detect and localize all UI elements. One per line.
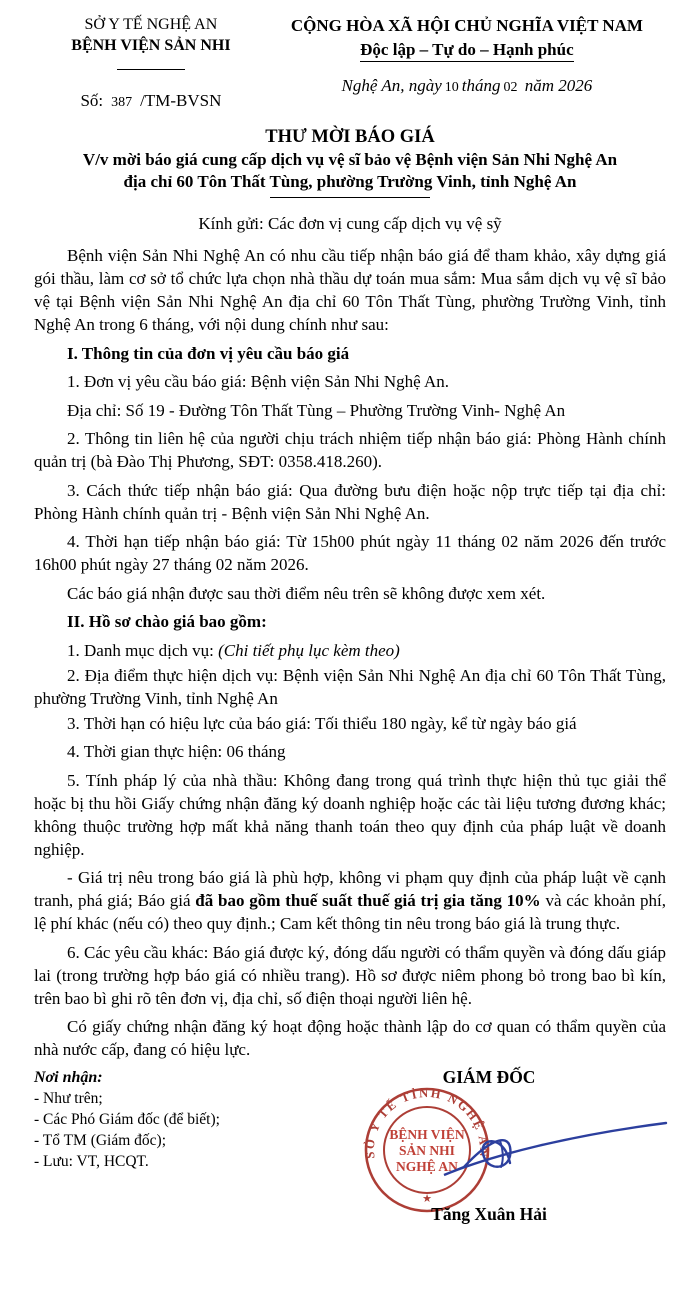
document-title: THƯ MỜI BÁO GIÁ [265,127,435,147]
price-clause-post: và các khoản phí, lệ phí khác (nếu có) theo quy định.; Cam kết thông tin nêu trong báo giá là trung thực. [34,891,667,933]
title-block [34,127,666,198]
recipient-item: - Các Phó Giám đốc (để biết); [34,1111,220,1128]
section2-item-1 [34,639,666,662]
section2-final-clause: Có giấy chứng nhận đăng ký hoạt động hoặc thành lập do cơ quan có thẩm quyền của nhà nước cấp, đang có hiệu lực. [34,1017,666,1059]
signature-scribble-icon [404,1103,670,1195]
section1-item-2: 2. Thông tin liên hệ của người chịu trách nhiệm tiếp nhận báo giá: Phòng Hành chính quản trị (bà Đào Thị Phương, SĐT: 0358.418.260). [34,429,666,471]
price-clause-vat: đã bao gồm thuế suất thuế giá trị gia tăng 10% [195,891,541,910]
section2-item-6: 6. Các yêu cầu khác: Báo giá được ký, đóng dấu người có thẩm quyền và đóng dấu giáp lai (trong trường hợp báo giá có nhiều trang). Hồ sơ được niêm phong bỏ trong bao bì kín, trên bao bì ghi rõ tên đơn vị, địa chỉ, số điện thoại người liên hệ. [34,942,666,1008]
section2-item-4: 4. Thời gian thực hiện: 06 tháng [67,742,286,761]
section2-price-clause [34,866,666,935]
section1-note: Các báo giá nhận được sau thời điểm nêu trên sẽ không được xem xét. [67,583,546,603]
section1-item-1: 1. Đơn vị yêu cầu báo giá: Bệnh viện Sản Nhi Nghệ An. [67,372,449,391]
recipients-label: Nơi nhận: [34,1069,103,1086]
date-seg1: Nghệ An, ngày [341,76,442,95]
price-clause-pre: - Giá trị nêu trong báo giá là phù hợp, không vi phạm quy định của pháp luật về cạnh tranh, phá giá; Báo giá [34,868,666,910]
date-month: 02 [503,80,518,95]
section2-item-2: 2. Địa điểm thực hiện dịch vụ: Bệnh viện Sản Nhi Nghệ An địa chỉ 60 Tôn Thất Tùng, phường Trường Vinh, tỉnh Nghệ An [34,665,666,708]
recipient-item: - Lưu: VT, HCQT. [34,1153,149,1170]
seal-center-line2: SẢN NHI [399,1143,456,1158]
seal-ring-text: SỞ Y TẾ TỈNH NGHỆ AN [362,1085,492,1160]
section2-item-5: 5. Tính pháp lý của nhà thầu: Không đang trong quá trình thực hiện thủ tục giải thể hoặc bị thu hồi Giấy chứng nhận đăng ký doanh nghiệp hoặc các tài liệu tương đương khác; không thuộc trường hợp mất khả năng thanh toán theo quy định của pháp luật về doanh nghiệp. [34,770,666,859]
recipient-item: - Như trên; [34,1090,103,1107]
section1-item-address: Địa chỉ: Số 19 - Đường Tôn Thất Tùng – Phường Trường Vinh- Nghệ An [67,400,566,420]
section1-heading: I. Thông tin của đơn vị yêu cầu báo giá [67,343,350,363]
document-subtitle-line1: V/v mời báo giá cung cấp dịch vụ vệ sĩ bảo vệ Bệnh viện Sản Nhi Nghệ An [82,150,618,169]
salutation: Kính gửi: Các đơn vị cung cấp dịch vụ vệ sỹ [198,214,502,233]
org-name: BỆNH VIỆN SẢN NHI [71,37,231,54]
section1-item-3: 3. Cách thức tiếp nhận báo giá: Qua đường bưu điện hoặc nộp trực tiếp tại địa chỉ: Phòng Hành chính quản trị - Bệnh viện Sản Nhi Nghệ An. [34,480,666,523]
seal-center-line3: NGHỆ AN [396,1159,459,1174]
seal-center-line1: BỆNH VIỆN [389,1127,465,1142]
recipient-item: - Tổ TM (Giám đốc); [34,1132,167,1149]
issuing-org-block [34,16,268,111]
section1-item-4: 4. Thời hạn tiếp nhận báo giá: Từ 15h00 phút ngày 11 tháng 02 năm 2026 đến trước 16h00 phút ngày 27 tháng 02 năm 2026. [34,532,666,574]
section2-item-1-text: 1. Danh mục dịch vụ: [67,640,219,660]
doc-no-suffix: /TM-BVSN [140,91,222,110]
signer-name: Tăng Xuân Hải [431,1204,547,1224]
document-body [34,244,666,1061]
org-name-rule [117,68,185,70]
section2-item-1-note: (Chi tiết phụ lục kèm theo) [218,640,400,660]
parent-org-name: SỞ Y TẾ NGHỆ AN [84,16,218,33]
national-motto-block [268,16,666,111]
doc-no-prefix: Số: [80,91,104,110]
document-number-line [34,91,268,111]
recipients-block [34,1067,312,1225]
date-day: 10 [444,80,459,95]
date-line [268,76,666,96]
seal-star-icon: ★ [422,1193,433,1205]
national-motto: Độc lập – Tự do – Hạnh phúc [360,40,573,62]
signature-block [312,1067,666,1225]
section2-heading: II. Hồ sơ chào giá bao gồm: [67,612,267,631]
intro-paragraph: Bệnh viện Sản Nhi Nghệ An có nhu cầu tiếp nhận báo giá để tham khảo, xây dựng giá gói thầu, làm cơ sở tổ chức lựa chọn nhà thầu dự toán mua sắm: Mua sắm dịch vụ vệ sĩ bảo vệ tại Bệnh viện Sản Nhi Nghệ An địa chỉ 60 Tôn Thất Tùng, phường Trường Vinh, tỉnh Nghệ An trong 6 tháng, với nội dung chính như sau: [34,246,666,334]
document-footer [34,1067,666,1225]
section2-item-3: 3. Thời hạn có hiệu lực của báo giá: Tối thiểu 180 ngày, kể từ ngày báo giá [67,713,577,733]
date-seg2: tháng [461,76,501,95]
national-title: CỘNG HÒA XÃ HỘI CHỦ NGHĨA VIỆT NAM [290,16,643,35]
doc-no-value: 387 [111,95,133,110]
date-seg3: năm 2026 [524,76,593,95]
document-subtitle-line2: địa chỉ 60 Tôn Thất Tùng, phường Trường Vinh, tỉnh Nghệ An [123,172,577,191]
letterhead [34,16,666,111]
signer-title: GIÁM ĐỐC [442,1067,536,1087]
title-rule [270,196,430,198]
